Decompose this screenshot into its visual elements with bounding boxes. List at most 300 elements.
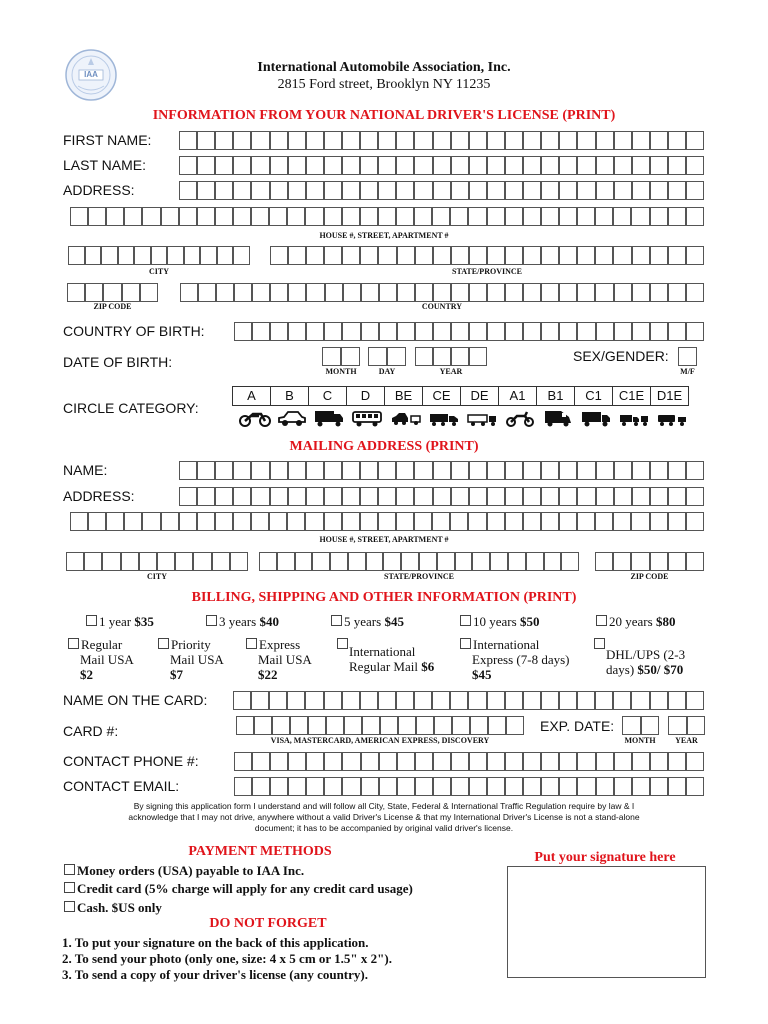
char-box[interactable] — [324, 512, 342, 531]
char-box[interactable] — [217, 246, 234, 265]
category-c1e[interactable]: C1E — [613, 387, 651, 405]
char-box[interactable] — [324, 461, 342, 480]
char-box[interactable] — [541, 691, 559, 710]
char-box[interactable] — [668, 181, 686, 200]
char-box[interactable] — [233, 131, 251, 150]
char-box[interactable] — [686, 777, 704, 796]
char-box[interactable] — [233, 181, 251, 200]
char-box[interactable] — [397, 752, 415, 771]
char-box[interactable] — [668, 461, 686, 480]
char-box[interactable] — [184, 246, 201, 265]
char-box[interactable] — [70, 512, 88, 531]
char-box[interactable] — [668, 207, 686, 226]
char-box[interactable] — [139, 552, 157, 571]
char-box[interactable] — [523, 777, 541, 796]
char-box[interactable] — [415, 322, 433, 341]
char-box[interactable] — [288, 181, 306, 200]
char-box[interactable] — [577, 461, 595, 480]
char-box[interactable] — [614, 461, 632, 480]
char-box[interactable] — [451, 347, 469, 366]
char-box[interactable] — [216, 283, 234, 302]
char-box[interactable] — [505, 131, 523, 150]
char-box[interactable] — [595, 246, 613, 265]
char-box[interactable] — [234, 322, 252, 341]
char-box[interactable] — [230, 552, 248, 571]
char-box[interactable] — [687, 716, 706, 735]
char-box[interactable] — [179, 181, 197, 200]
char-box[interactable] — [577, 181, 595, 200]
char-box[interactable] — [577, 246, 595, 265]
char-box[interactable] — [306, 181, 324, 200]
char-box[interactable] — [614, 322, 632, 341]
char-box[interactable] — [360, 181, 378, 200]
char-box[interactable] — [212, 552, 230, 571]
char-box[interactable] — [277, 552, 295, 571]
char-box[interactable] — [157, 552, 175, 571]
char-box[interactable] — [559, 181, 577, 200]
char-box[interactable] — [197, 512, 215, 531]
char-box[interactable] — [122, 283, 140, 302]
char-box[interactable] — [451, 131, 469, 150]
char-box[interactable] — [342, 777, 360, 796]
char-box[interactable] — [472, 552, 490, 571]
char-box[interactable] — [287, 207, 305, 226]
checkbox[interactable] — [246, 638, 257, 649]
char-box[interactable] — [613, 691, 631, 710]
char-box[interactable] — [433, 156, 451, 175]
char-box[interactable] — [505, 181, 523, 200]
char-box[interactable] — [360, 246, 378, 265]
char-box[interactable] — [596, 752, 614, 771]
char-box[interactable] — [198, 283, 216, 302]
char-box[interactable] — [614, 752, 632, 771]
char-box[interactable] — [541, 322, 559, 341]
mailing-state-field[interactable] — [259, 552, 579, 571]
char-box[interactable] — [523, 156, 541, 175]
char-box[interactable] — [414, 461, 432, 480]
char-box[interactable] — [383, 552, 401, 571]
category-a[interactable]: A — [233, 387, 271, 405]
char-box[interactable] — [396, 512, 414, 531]
char-box[interactable] — [397, 322, 415, 341]
char-box[interactable] — [451, 461, 469, 480]
char-box[interactable] — [450, 691, 468, 710]
char-box[interactable] — [288, 777, 306, 796]
char-box[interactable] — [678, 347, 697, 366]
country-of-birth-field[interactable] — [234, 322, 704, 341]
char-box[interactable] — [451, 322, 469, 341]
char-box[interactable] — [88, 207, 106, 226]
char-box[interactable] — [622, 716, 641, 735]
char-box[interactable] — [487, 156, 505, 175]
char-box[interactable] — [686, 461, 704, 480]
char-box[interactable] — [632, 181, 650, 200]
char-box[interactable] — [360, 156, 378, 175]
ship-express-mail[interactable]: Express Mail USA $22 — [246, 637, 312, 682]
char-box[interactable] — [490, 552, 508, 571]
char-box[interactable] — [387, 347, 406, 366]
char-box[interactable] — [414, 156, 432, 175]
char-box[interactable] — [668, 322, 686, 341]
char-box[interactable] — [342, 691, 360, 710]
char-box[interactable] — [434, 716, 452, 735]
char-box[interactable] — [161, 207, 179, 226]
char-box[interactable] — [197, 131, 215, 150]
char-box[interactable] — [577, 487, 595, 506]
char-box[interactable] — [151, 246, 168, 265]
char-box[interactable] — [270, 487, 288, 506]
category-b1[interactable]: B1 — [537, 387, 575, 405]
birth-year-field[interactable] — [415, 347, 487, 366]
char-box[interactable] — [324, 777, 342, 796]
char-box[interactable] — [342, 752, 360, 771]
char-box[interactable] — [270, 283, 288, 302]
char-box[interactable] — [541, 156, 559, 175]
ship-dhl-ups[interactable]: DHL/UPS (2-3 days) $50/ $70 — [594, 637, 685, 682]
char-box[interactable] — [433, 246, 451, 265]
char-box[interactable] — [233, 512, 251, 531]
char-box[interactable] — [541, 181, 559, 200]
char-box[interactable] — [378, 512, 396, 531]
char-box[interactable] — [305, 512, 323, 531]
category-c1[interactable]: C1 — [575, 387, 613, 405]
char-box[interactable] — [272, 716, 290, 735]
char-box[interactable] — [505, 752, 523, 771]
char-box[interactable] — [523, 461, 541, 480]
char-box[interactable] — [124, 207, 142, 226]
char-box[interactable] — [348, 552, 366, 571]
char-box[interactable] — [650, 246, 668, 265]
char-box[interactable] — [505, 156, 523, 175]
char-box[interactable] — [559, 322, 577, 341]
char-box[interactable] — [366, 552, 384, 571]
char-box[interactable] — [686, 181, 704, 200]
char-box[interactable] — [686, 691, 704, 710]
category-b[interactable]: B — [271, 387, 309, 405]
char-box[interactable] — [415, 347, 433, 366]
char-box[interactable] — [252, 777, 270, 796]
ship-priority-mail[interactable]: Priority Mail USA $7 — [158, 637, 224, 682]
char-box[interactable] — [544, 552, 562, 571]
char-box[interactable] — [686, 487, 704, 506]
checkbox[interactable] — [460, 638, 471, 649]
char-box[interactable] — [487, 131, 505, 150]
char-box[interactable] — [632, 322, 650, 341]
char-box[interactable] — [342, 461, 360, 480]
char-box[interactable] — [451, 752, 469, 771]
char-box[interactable] — [179, 131, 197, 150]
char-box[interactable] — [288, 487, 306, 506]
payment-money-order[interactable]: Money orders (USA) payable to IAA Inc. — [64, 863, 304, 879]
char-box[interactable] — [397, 246, 415, 265]
option-20-years[interactable]: 20 years $80 — [596, 614, 675, 629]
char-box[interactable] — [175, 552, 193, 571]
last-name-field[interactable] — [179, 156, 704, 175]
char-box[interactable] — [469, 487, 487, 506]
char-box[interactable] — [632, 246, 650, 265]
category-a1[interactable]: A1 — [499, 387, 537, 405]
checkbox[interactable] — [158, 638, 169, 649]
char-box[interactable] — [287, 512, 305, 531]
char-box[interactable] — [469, 283, 487, 302]
checkbox[interactable] — [64, 864, 75, 875]
char-box[interactable] — [305, 207, 323, 226]
char-box[interactable] — [396, 181, 414, 200]
checkbox[interactable] — [68, 638, 79, 649]
char-box[interactable] — [468, 512, 486, 531]
state-field[interactable] — [270, 246, 704, 265]
char-box[interactable] — [415, 246, 433, 265]
char-box[interactable] — [632, 487, 650, 506]
char-box[interactable] — [508, 552, 526, 571]
char-box[interactable] — [341, 347, 360, 366]
char-box[interactable] — [251, 156, 269, 175]
char-box[interactable] — [469, 181, 487, 200]
char-box[interactable] — [523, 131, 541, 150]
char-box[interactable] — [415, 752, 433, 771]
char-box[interactable] — [215, 207, 233, 226]
char-box[interactable] — [215, 512, 233, 531]
char-box[interactable] — [215, 487, 233, 506]
char-box[interactable] — [541, 283, 559, 302]
char-box[interactable] — [322, 347, 341, 366]
char-box[interactable] — [561, 552, 579, 571]
checkbox[interactable] — [64, 882, 75, 893]
char-box[interactable] — [523, 207, 541, 226]
char-box[interactable] — [419, 552, 437, 571]
char-box[interactable] — [306, 487, 324, 506]
char-box[interactable] — [270, 322, 288, 341]
char-box[interactable] — [559, 207, 577, 226]
char-box[interactable] — [614, 156, 632, 175]
char-box[interactable] — [379, 777, 397, 796]
char-box[interactable] — [414, 207, 432, 226]
char-box[interactable] — [595, 283, 613, 302]
char-box[interactable] — [360, 131, 378, 150]
category-d[interactable]: D — [347, 387, 385, 405]
char-box[interactable] — [650, 322, 668, 341]
sex-field[interactable] — [678, 347, 697, 366]
char-box[interactable] — [468, 691, 486, 710]
char-box[interactable] — [487, 207, 505, 226]
char-box[interactable] — [342, 181, 360, 200]
char-box[interactable] — [523, 181, 541, 200]
char-box[interactable] — [259, 552, 277, 571]
char-box[interactable] — [251, 131, 269, 150]
char-box[interactable] — [523, 283, 541, 302]
char-box[interactable] — [468, 207, 486, 226]
char-box[interactable] — [361, 322, 379, 341]
char-box[interactable] — [523, 487, 541, 506]
birth-day-field[interactable] — [368, 347, 406, 366]
char-box[interactable] — [613, 207, 631, 226]
char-box[interactable] — [326, 716, 344, 735]
city-field[interactable] — [68, 246, 250, 265]
char-box[interactable] — [197, 156, 215, 175]
char-box[interactable] — [488, 716, 506, 735]
char-box[interactable] — [252, 752, 270, 771]
char-box[interactable] — [379, 283, 397, 302]
category-de[interactable]: DE — [461, 387, 499, 405]
mailing-zip-field[interactable] — [595, 552, 704, 571]
char-box[interactable] — [559, 246, 577, 265]
char-box[interactable] — [288, 283, 306, 302]
char-box[interactable] — [396, 207, 414, 226]
char-box[interactable] — [396, 156, 414, 175]
char-box[interactable] — [215, 181, 233, 200]
char-box[interactable] — [632, 752, 650, 771]
char-box[interactable] — [66, 552, 84, 571]
char-box[interactable] — [401, 552, 419, 571]
char-box[interactable] — [88, 512, 106, 531]
char-box[interactable] — [632, 156, 650, 175]
char-box[interactable] — [324, 691, 342, 710]
char-box[interactable] — [361, 777, 379, 796]
char-box[interactable] — [432, 512, 450, 531]
ship-intl-regular[interactable]: International Regular Mail $6 — [337, 637, 434, 682]
char-box[interactable] — [437, 552, 455, 571]
char-box[interactable] — [433, 347, 451, 366]
char-box[interactable] — [632, 777, 650, 796]
char-box[interactable] — [577, 322, 595, 341]
char-box[interactable] — [631, 512, 649, 531]
exp-month-field[interactable] — [622, 716, 659, 735]
char-box[interactable] — [140, 283, 158, 302]
char-box[interactable] — [541, 512, 559, 531]
mailing-city-field[interactable] — [66, 552, 248, 571]
char-box[interactable] — [686, 156, 704, 175]
contact-phone-field[interactable] — [234, 752, 704, 771]
char-box[interactable] — [469, 131, 487, 150]
char-box[interactable] — [487, 487, 505, 506]
char-box[interactable] — [342, 512, 360, 531]
contact-email-field[interactable] — [234, 777, 704, 796]
char-box[interactable] — [325, 283, 343, 302]
char-box[interactable] — [343, 283, 361, 302]
char-box[interactable] — [251, 691, 269, 710]
char-box[interactable] — [523, 246, 541, 265]
char-box[interactable] — [577, 156, 595, 175]
char-box[interactable] — [668, 716, 687, 735]
char-box[interactable] — [378, 207, 396, 226]
char-box[interactable] — [251, 461, 269, 480]
char-box[interactable] — [595, 691, 613, 710]
char-box[interactable] — [288, 156, 306, 175]
char-box[interactable] — [106, 207, 124, 226]
char-box[interactable] — [686, 131, 704, 150]
char-box[interactable] — [596, 487, 614, 506]
char-box[interactable] — [541, 131, 559, 150]
char-box[interactable] — [269, 207, 287, 226]
birth-month-field[interactable] — [322, 347, 360, 366]
char-box[interactable] — [686, 207, 704, 226]
char-box[interactable] — [506, 716, 524, 735]
char-box[interactable] — [469, 246, 487, 265]
char-box[interactable] — [269, 512, 287, 531]
char-box[interactable] — [344, 716, 362, 735]
char-box[interactable] — [559, 283, 577, 302]
char-box[interactable] — [270, 156, 288, 175]
char-box[interactable] — [288, 131, 306, 150]
char-box[interactable] — [650, 283, 668, 302]
char-box[interactable] — [342, 156, 360, 175]
name-on-card-field[interactable] — [233, 691, 704, 710]
char-box[interactable] — [686, 322, 704, 341]
char-box[interactable] — [197, 181, 215, 200]
char-box[interactable] — [432, 207, 450, 226]
payment-cash[interactable]: Cash. $US only — [64, 900, 162, 916]
char-box[interactable] — [68, 246, 85, 265]
char-box[interactable] — [631, 207, 649, 226]
char-box[interactable] — [234, 752, 252, 771]
char-box[interactable] — [523, 752, 541, 771]
char-box[interactable] — [360, 207, 378, 226]
char-box[interactable] — [288, 322, 306, 341]
char-box[interactable] — [233, 207, 251, 226]
char-box[interactable] — [233, 461, 251, 480]
char-box[interactable] — [342, 246, 360, 265]
char-box[interactable] — [505, 246, 523, 265]
char-box[interactable] — [614, 777, 632, 796]
char-box[interactable] — [650, 512, 668, 531]
char-box[interactable] — [470, 716, 488, 735]
char-box[interactable] — [161, 512, 179, 531]
char-box[interactable] — [487, 322, 505, 341]
char-box[interactable] — [396, 461, 414, 480]
char-box[interactable] — [306, 461, 324, 480]
char-box[interactable] — [193, 552, 211, 571]
payment-credit-card[interactable]: Credit card (5% charge will apply for any credit card usage) — [64, 881, 413, 897]
char-box[interactable] — [559, 752, 577, 771]
checkbox[interactable] — [596, 615, 607, 626]
char-box[interactable] — [559, 461, 577, 480]
char-box[interactable] — [312, 552, 330, 571]
char-box[interactable] — [360, 461, 378, 480]
char-box[interactable] — [416, 716, 434, 735]
char-box[interactable] — [541, 752, 559, 771]
char-box[interactable] — [179, 487, 197, 506]
char-box[interactable] — [433, 777, 451, 796]
char-box[interactable] — [613, 552, 631, 571]
char-box[interactable] — [686, 552, 704, 571]
char-box[interactable] — [433, 461, 451, 480]
char-box[interactable] — [342, 207, 360, 226]
char-box[interactable] — [342, 131, 360, 150]
char-box[interactable] — [505, 777, 523, 796]
char-box[interactable] — [650, 691, 668, 710]
char-box[interactable] — [632, 461, 650, 480]
char-box[interactable] — [650, 131, 668, 150]
mailing-address-field-2[interactable] — [70, 512, 704, 531]
char-box[interactable] — [433, 131, 451, 150]
ship-intl-express[interactable]: International Express (7-8 days) $45 — [460, 637, 569, 682]
zip-field[interactable] — [67, 283, 158, 302]
checkbox[interactable] — [86, 615, 97, 626]
char-box[interactable] — [451, 156, 469, 175]
char-box[interactable] — [252, 322, 270, 341]
char-box[interactable] — [360, 691, 378, 710]
char-box[interactable] — [541, 246, 559, 265]
char-box[interactable] — [324, 487, 342, 506]
char-box[interactable] — [631, 691, 649, 710]
char-box[interactable] — [270, 752, 288, 771]
exp-year-field[interactable] — [668, 716, 705, 735]
char-box[interactable] — [362, 716, 380, 735]
char-box[interactable] — [361, 283, 379, 302]
char-box[interactable] — [378, 181, 396, 200]
option-1-year[interactable]: 1 year $35 — [86, 614, 154, 629]
char-box[interactable] — [505, 207, 523, 226]
